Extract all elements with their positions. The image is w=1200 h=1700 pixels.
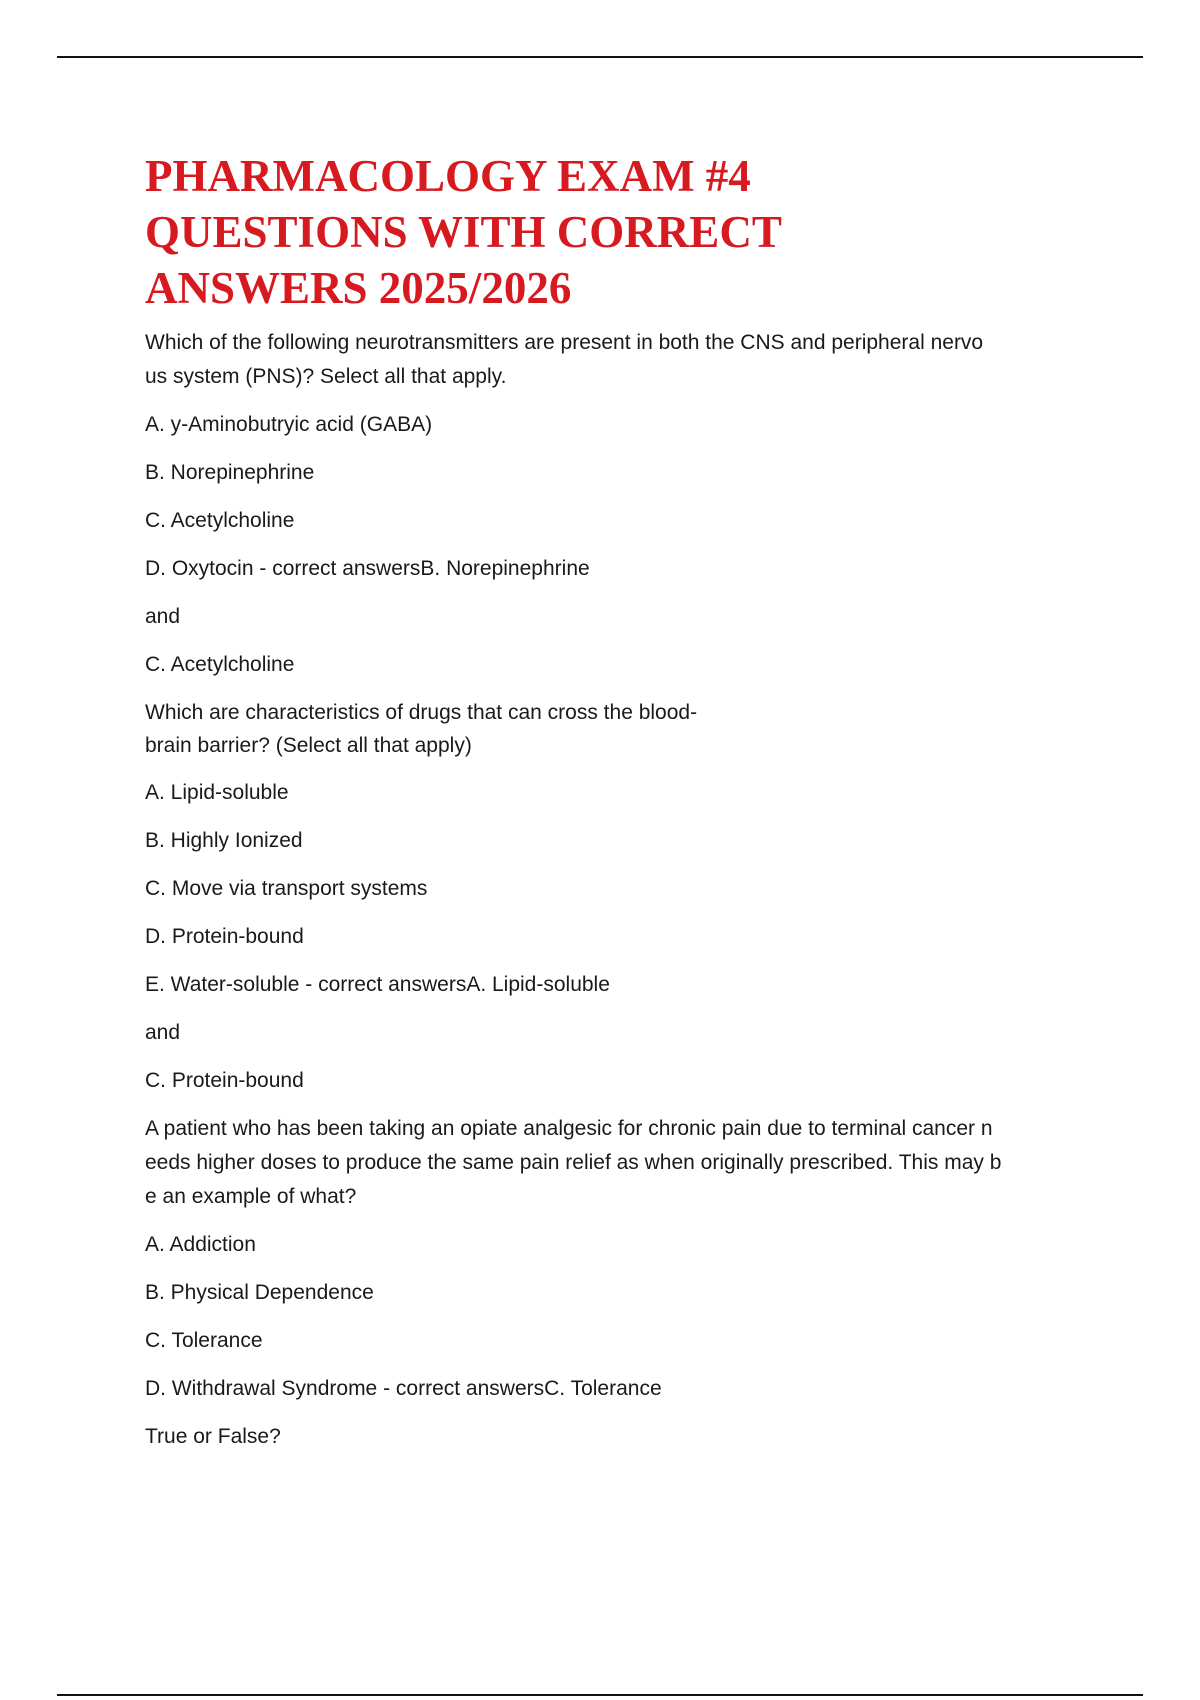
question-4 xyxy=(145,1420,1065,1454)
document-title xyxy=(145,148,1065,316)
option: C. Tolerance xyxy=(145,1329,263,1352)
header-rule xyxy=(57,56,1143,58)
option: B. Norepinephrine xyxy=(145,461,315,484)
option: B. Highly Ionized xyxy=(145,829,303,852)
question-1 xyxy=(145,326,1065,682)
answer-option: C. Acetylcholine xyxy=(145,653,295,676)
title-line: PHARMACOLOGY EXAM #4 xyxy=(145,151,751,201)
question-text-line: Which are characteristics of drugs that can cross the blood- xyxy=(145,701,698,724)
option: A. Lipid-soluble xyxy=(145,781,289,804)
answer-conjunction: and xyxy=(145,605,181,628)
answer-conjunction: and xyxy=(145,1021,181,1044)
document-body xyxy=(145,148,1065,1454)
question-text-line: brain barrier? (Select all that apply) xyxy=(145,734,472,757)
option-with-answer: D. Withdrawal Syndrome - correct answersC. Tolerance xyxy=(145,1377,662,1400)
question-text-line: e an example of what? xyxy=(145,1185,357,1208)
option: A. Addiction xyxy=(145,1233,256,1256)
option: C. Acetylcholine xyxy=(145,509,295,532)
option-with-answer: E. Water-soluble - correct answersA. Lipid-soluble xyxy=(145,973,610,996)
question-2 xyxy=(145,696,1065,1098)
title-line: ANSWERS 2025/2026 xyxy=(145,263,572,313)
question-3 xyxy=(145,1112,1065,1406)
option-with-answer: D. Oxytocin - correct answersB. Norepinephrine xyxy=(145,557,590,580)
option: C. Move via transport systems xyxy=(145,877,428,900)
title-line: QUESTIONS WITH CORRECT xyxy=(145,207,782,257)
answer-option: C. Protein-bound xyxy=(145,1069,304,1092)
question-text-line: A patient who has been taking an opiate analgesic for chronic pain due to terminal cancer n xyxy=(145,1117,993,1140)
question-text-line: eeds higher doses to produce the same pain relief as when originally prescribed. This may b xyxy=(145,1151,1002,1174)
option: B. Physical Dependence xyxy=(145,1281,374,1304)
option: A. y-Aminobutryic acid (GABA) xyxy=(145,413,433,436)
option: D. Protein-bound xyxy=(145,925,304,948)
question-text-line: us system (PNS)? Select all that apply. xyxy=(145,365,507,388)
footer-rule xyxy=(57,1694,1143,1696)
question-text-line: Which of the following neurotransmitters are present in both the CNS and peripheral nervo xyxy=(145,331,984,354)
question-text-line: True or False? xyxy=(145,1425,281,1448)
